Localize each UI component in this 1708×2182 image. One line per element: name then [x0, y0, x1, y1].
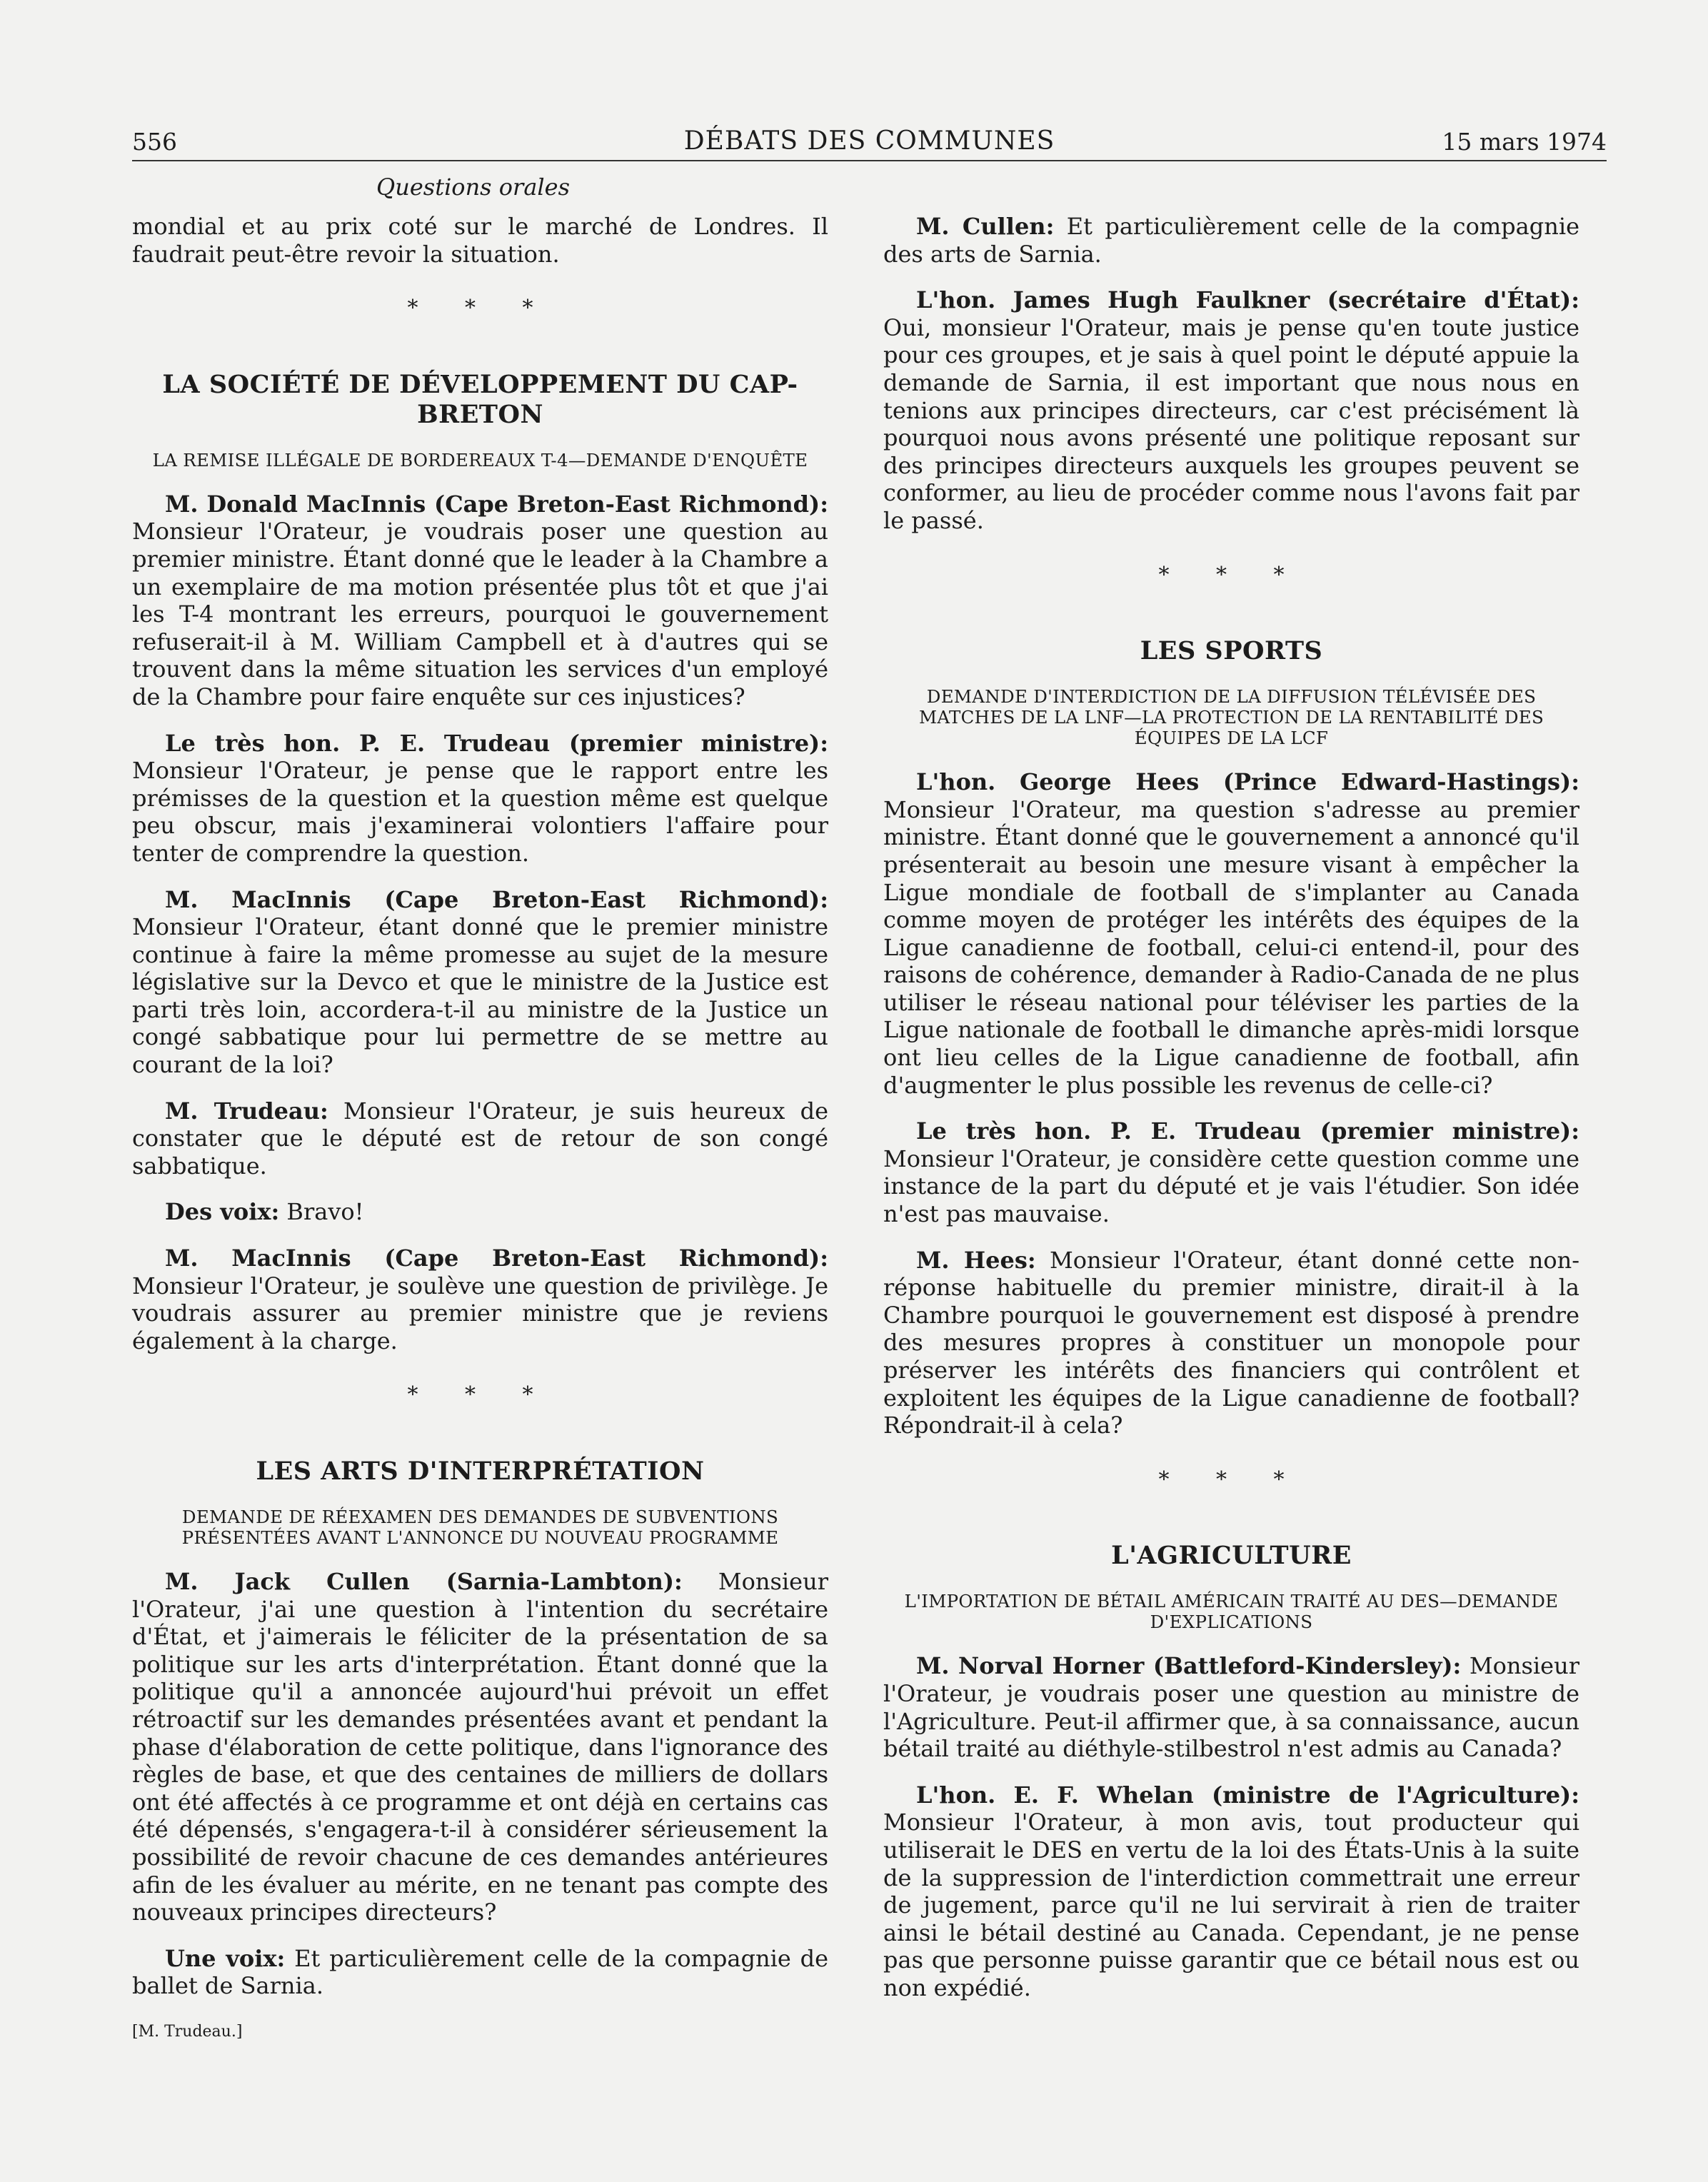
section-heading: LA SOCIÉTÉ DE DÉVELOPPEMENT DU CAP-BRETON [162, 369, 798, 429]
paragraph [132, 491, 828, 711]
paragraph [883, 1247, 1579, 1439]
page-header [132, 120, 1607, 161]
right-column [883, 213, 1579, 2021]
paragraph [132, 1097, 828, 1180]
paragraph [132, 1568, 828, 1926]
speaker-name: M. MacInnis (Cape Breton-East Richmond): [165, 885, 828, 913]
speech-text: Monsieur l'Orateur, je considère cette question comme une instance de la part du député et je vais l'étudier. Son idée n'est pas mauvaise. [883, 1145, 1579, 1228]
section-heading: LES ARTS D'INTERPRÉTATION [256, 1457, 705, 1486]
speech-text: Monsieur l'Orateur, étant donné cette non-réponse habituelle du premier ministre, dirait-il à la Chambre pourquoi le gouvernement est disposé à prendre des mesures propres à constituer un monopole pour préserver les intérêts des financiers qui contrôlent et exploitent les équipes de la Ligue canadienne de football? Répondrait-il à cela? [883, 1246, 1580, 1439]
speech-text: Et particulièrement celle de la compagnie des arts de Sarnia. [883, 213, 1580, 268]
paragraph [883, 768, 1579, 1099]
publication-title: DÉBATS DES COMMUNES [683, 126, 1055, 156]
paragraph [132, 1945, 828, 2000]
section-subheading: L'IMPORTATION DE BÉTAIL AMÉRICAIN TRAITÉ AU DES—DEMANDE D'EXPLICATIONS [904, 1591, 1559, 1633]
paragraph [132, 1198, 828, 1226]
paragraph [883, 213, 1579, 268]
speaker-name: Le très hon. P. E. Trudeau (premier ministre): [165, 729, 828, 757]
section-subheading: DEMANDE D'INTERDICTION DE LA DIFFUSION TÉLÉVISÉE DES MATCHES DE LA LNF—LA PROTECTION DE LA RENTABILITÉ DES ÉQUIPES DE LA LCF [918, 686, 1544, 749]
paragraph [883, 1652, 1579, 1762]
publication-date: 15 mars 1974 [1442, 128, 1607, 156]
speech-text: Monsieur l'Orateur, je voudrais poser une question au ministre de l'Agriculture. Peut-il affirmer que, à sa connaissance, aucun bétail traité au diéthyle-stilbestrol n'est admis au Canada? [883, 1652, 1579, 1763]
speaker-name: Le très hon. P. E. Trudeau (premier ministre): [916, 1117, 1579, 1145]
speaker-name: L'hon. George Hees (Prince Edward-Hastings): [916, 768, 1579, 796]
section-separator: * * * [1158, 562, 1305, 588]
speaker-name: Une voix: [165, 1944, 286, 1972]
speaker-name: Des voix: [165, 1198, 280, 1226]
speech-text: Monsieur l'Orateur, ma question s'adresse au premier ministre. Étant donné que le gouvernement a annoncé qu'il présenterait au besoin une mesure visant à empêcher la Ligue mondiale de football de s'implanter au Canada comme moyen de protéger les intérêts des équipes de la Ligue canadienne de football, celui-ci entend-il, pour des raisons de cohérence, demander à Radio-Canada de ne plus utiliser le réseau national pour téléviser les parties de la Ligue nationale de football le dimanche après-midi lorsque ont lieu celles de la Ligue canadienne de football, afin d'augmenter le plus possible les revenus de celle-ci? [883, 795, 1579, 1099]
speech-text: Monsieur l'Orateur, j'ai une question à l'intention du secrétaire d'État, et j'aimerais le féliciter de la présentation de sa politique sur les arts d'interprétation. Étant donné que la politique qu'il a annoncée aujourd'hui prévoit un effet rétroactif sur les demandes présentées avant et pendant la phase d'élaboration de cette politique, dans l'ignorance des règles de base, et que des centaines de milliers de dollars ont été affectés à ce programme et ont déjà en certains cas été dépensés, s'engagera-t-il à considérer sérieusement la possibilité de revoir chacune de ces demandes antérieures afin de les évaluer au mérite, en ne tenant pas compte des nouveaux principes directeurs? [132, 1568, 829, 1926]
speech-text: Et particulièrement celle de la compagnie de ballet de Sarnia. [132, 1944, 829, 2000]
section-separator: * * * [1158, 1467, 1305, 1492]
speaker-name: M. Jack Cullen (Sarnia-Lambton): [165, 1568, 683, 1595]
continuation-note: [M. Trudeau.] [132, 2022, 243, 2041]
speech-text: Monsieur l'Orateur, je soulève une question de privilège. Je voudrais assurer au premier ministre que je reviens également à la charge. [132, 1272, 828, 1354]
speech-text: Monsieur l'Orateur, je suis heureux de constater que le député est de retour de son congé sabbatique. [132, 1097, 829, 1180]
speaker-name: M. MacInnis (Cape Breton-East Richmond): [165, 1245, 828, 1272]
speaker-name: M. Hees: [916, 1246, 1036, 1274]
paragraph: mondial et au prix coté sur le marché de Londres. Il faudrait peut-être revoir la situation. [132, 213, 828, 268]
section-subheader: Questions orales [376, 174, 570, 201]
section-subheading: LA REMISE ILLÉGALE DE BORDEREAUX T-4—DEMANDE D'ENQUÊTE [152, 449, 808, 471]
section-subheading: DEMANDE DE RÉEXAMEN DES DEMANDES DE SUBVENTIONS PRÉSENTÉES AVANT L'ANNONCE DU NOUVEAU PROGRAMME [181, 1507, 779, 1548]
speaker-name: M. Trudeau: [165, 1097, 328, 1125]
speech-text: Monsieur l'Orateur, étant donné que le premier ministre continue à faire la même promesse au sujet de la mesure législative sur la Devco et que le ministre de la Justice est parti très loin, accordera-t-il au ministre de la Justice un congé sabbatique pour lui permettre de se mettre au courant de la loi? [132, 913, 828, 1079]
speech-text: Monsieur l'Orateur, à mon avis, tout producteur qui utiliserait le DES en vertu de la loi des États-Unis à la suite de la suppression de l'interdiction commettrait une erreur de jugement, parce qu'il ne lui servirait à rien de traiter ainsi le bétail destiné au Canada. Cependant, je ne pense pas que personne puisse garantir que ce bétail nous est ou non expédié. [883, 1809, 1579, 2001]
section-separator: * * * [407, 296, 553, 321]
speaker-name: M. Cullen: [916, 213, 1055, 240]
paragraph [883, 1117, 1579, 1227]
speaker-name: M. Donald MacInnis (Cape Breton-East Richmond): [165, 490, 828, 518]
paragraph [883, 286, 1579, 534]
speech-text: Oui, monsieur l'Orateur, mais je pense qu'en toute justice pour ces groupes, et je sais à quel point le député appuie la demande de Sarnia, il est important que nous nous en tenions aux principes directeurs, car c'est précisément là pourquoi nous avons présenté une politique reposant sur des principes directeurs auxquels les groupes peuvent se conformer, au lieu de procéder comme nous l'avons fait par le passé. [883, 313, 1579, 534]
paragraph [883, 1781, 1579, 2002]
speech-text: Bravo! [279, 1198, 364, 1226]
paragraph [132, 730, 828, 868]
left-column [132, 213, 828, 2065]
speaker-name: L'hon. E. F. Whelan (ministre de l'Agriculture): [916, 1781, 1579, 1809]
paragraph [132, 886, 828, 1079]
paragraph [132, 1245, 828, 1354]
section-heading: L'AGRICULTURE [1111, 1541, 1352, 1571]
section-heading: LES SPORTS [1140, 636, 1323, 666]
speech-text: Monsieur l'Orateur, je voudrais poser une question au premier ministre. Étant donné que le leader à la Chambre a un exemplaire de ma motion présentée plus tôt et que j'ai les T-4 montrant les erreurs, pourquoi le gouvernement refuserait-il à M. William Campbell et à d'autres qui se trouvent dans la même situation les services d'un employé de la Chambre pour faire enquête sur ces injustices? [132, 518, 828, 710]
page-number: 556 [132, 128, 177, 156]
speaker-name: M. Norval Horner (Battleford-Kindersley): [916, 1652, 1462, 1680]
section-separator: * * * [407, 1382, 553, 1408]
speech-text: Monsieur l'Orateur, je pense que le rapport entre les prémisses de la question et la question même est quelque peu obscur, mais j'examinerai volontiers l'affaire pour tenter de comprendre la question. [132, 757, 828, 867]
speaker-name: L'hon. James Hugh Faulkner (secrétaire d'État): [916, 286, 1579, 314]
